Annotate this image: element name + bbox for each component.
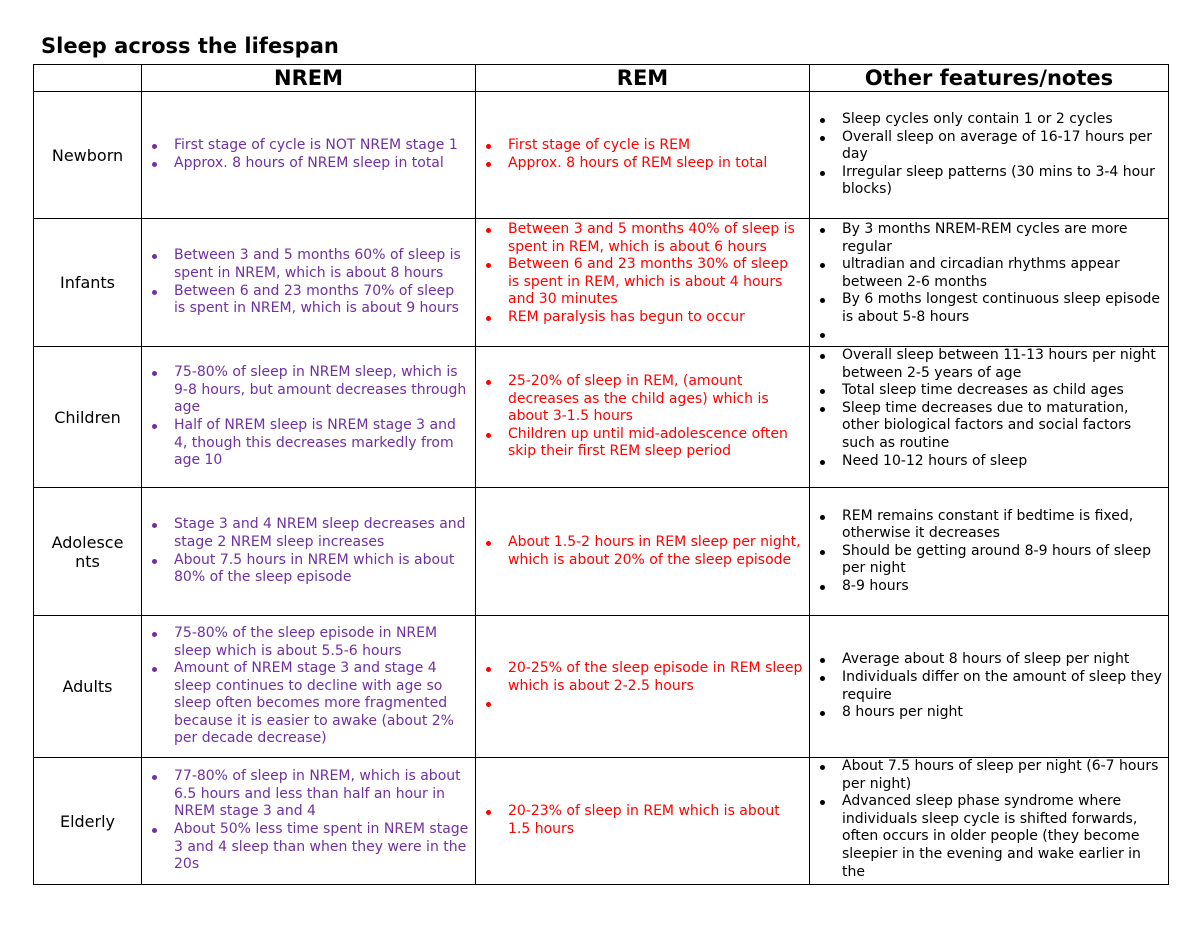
header-rem: REM xyxy=(476,65,810,92)
list-item: Overall sleep between 11-13 hours per night between 2-5 years of age xyxy=(842,347,1162,382)
cell-children-nrem xyxy=(142,347,476,488)
cell-newborn-notes xyxy=(810,92,1169,219)
cell-infants-rem xyxy=(476,219,810,347)
list-item: 77-80% of sleep in NREM, which is about 6.5 hours and less than half an hour in NREM stage 3 and 4 xyxy=(174,768,469,821)
table-row-infants xyxy=(34,219,1169,347)
list-item: Approx. 8 hours of REM sleep in total xyxy=(508,155,803,173)
list-item: First stage of cycle is NOT NREM stage 1 xyxy=(174,137,469,155)
list-item: Advanced sleep phase syndrome where individuals sleep cycle is shifted forwards, often occurs in older people (they become sleepier in the evening and wake earlier in the xyxy=(842,793,1162,880)
cell-adolescents-notes xyxy=(810,488,1169,616)
list-item: Average about 8 hours of sleep per night xyxy=(842,651,1162,669)
list-item: Stage 3 and 4 NREM sleep decreases and stage 2 NREM sleep increases xyxy=(174,516,469,551)
list-item: Total sleep time decreases as child ages xyxy=(842,382,1162,400)
cell-newborn-nrem xyxy=(142,92,476,219)
list-item: Between 3 and 5 months 60% of sleep is spent in NREM, which is about 8 hours xyxy=(174,247,469,282)
list-item: By 6 moths longest continuous sleep episode is about 5-8 hours xyxy=(842,291,1161,325)
header-row xyxy=(34,65,1169,92)
row-label-newborn: Newborn xyxy=(34,92,142,219)
cell-infants-notes xyxy=(810,219,1169,347)
lifespan-table xyxy=(33,64,1169,885)
list-item: By 3 months NREM-REM cycles are more regular xyxy=(842,221,1162,256)
list-item xyxy=(842,326,1162,344)
table-row-adults xyxy=(34,616,1169,758)
table-row-adolescents xyxy=(34,488,1169,616)
list-item: 20-23% of sleep in REM which is about 1.5 hours xyxy=(508,803,803,838)
header-corner xyxy=(34,65,142,92)
row-label-children: Children xyxy=(34,347,142,488)
list-item: 75-80% of the sleep episode in NREM sleep which is about 5.5-6 hours xyxy=(174,625,469,660)
list-item: Need 10-12 hours of sleep xyxy=(842,453,1162,471)
list-item: Overall sleep on average of 16-17 hours per day xyxy=(842,129,1162,164)
cell-adolescents-nrem xyxy=(142,488,476,616)
list-item: About 1.5-2 hours in REM sleep per night, which is about 20% of the sleep episode xyxy=(508,534,803,569)
list-item: About 50% less time spent in NREM stage 3 and 4 sleep than when they were in the 20s xyxy=(174,821,469,873)
list-item: Approx. 8 hours of NREM sleep in total xyxy=(174,155,469,173)
document-page xyxy=(33,32,1168,885)
table-row-children xyxy=(34,347,1169,488)
row-label-adults: Adults xyxy=(34,616,142,758)
list-item: 20-25% of the sleep episode in REM sleep which is about 2-2.5 hours xyxy=(508,660,803,694)
header-nrem: NREM xyxy=(142,65,476,92)
list-item: 25-20% of sleep in REM, (amount decreases as the child ages) which is about 3-1.5 hours xyxy=(508,373,803,426)
table-row-newborn xyxy=(34,92,1169,219)
cell-elderly-nrem xyxy=(142,758,476,885)
list-item: Between 6 and 23 months 70% of sleep is spent in NREM, which is about 9 hours xyxy=(174,283,469,318)
header-notes: Other features/notes xyxy=(810,65,1169,92)
cell-elderly-rem xyxy=(476,758,810,885)
cell-adults-notes xyxy=(810,616,1169,758)
list-item: 75-80% of sleep in NREM sleep, which is 9-8 hours, but amount decreases through age xyxy=(174,364,469,417)
row-label-line-2: nts xyxy=(75,551,100,571)
list-item: Amount of NREM stage 3 and stage 4 sleep continues to decline with age so sleep often becomes more fragmented because it is easier to awake (about 2% per decade decrease) xyxy=(174,660,469,748)
row-label-infants: Infants xyxy=(34,219,142,347)
cell-adolescents-rem xyxy=(476,488,810,616)
row-label-elderly: Elderly xyxy=(34,758,142,885)
row-label-line-1: Adolesce xyxy=(51,532,124,552)
list-item: Between 6 and 23 months 30% of sleep is spent in REM, which is about 4 hours and 30 minutes xyxy=(508,256,803,309)
list-item: About 7.5 hours in NREM which is about 80% of the sleep episode xyxy=(174,552,469,587)
list-item xyxy=(508,695,803,713)
list-item: First stage of cycle is REM xyxy=(508,137,803,155)
list-item: REM paralysis has begun to occur xyxy=(508,309,803,327)
cell-elderly-notes xyxy=(810,758,1169,885)
list-item: Sleep cycles only contain 1 or 2 cycles xyxy=(842,111,1162,129)
list-item: About 7.5 hours of sleep per night (6-7 hours per night) xyxy=(842,758,1162,793)
list-item: Between 3 and 5 months 40% of sleep is spent in REM, which is about 6 hours xyxy=(508,221,803,256)
cell-infants-nrem xyxy=(142,219,476,347)
cell-children-rem xyxy=(476,347,810,488)
list-item: Half of NREM sleep is NREM stage 3 and 4, though this decreases markedly from age 10 xyxy=(174,417,469,470)
row-label-adolescents xyxy=(34,488,142,616)
table-row-elderly xyxy=(34,758,1169,885)
cell-children-notes xyxy=(810,347,1169,488)
list-item: Irregular sleep patterns (30 mins to 3-4 hour blocks) xyxy=(842,164,1162,199)
list-item: 8 hours per night xyxy=(842,704,1162,722)
list-item: 8-9 hours xyxy=(842,578,1162,596)
cell-adults-nrem xyxy=(142,616,476,758)
list-item: Children up until mid-adolescence often skip their first REM sleep period xyxy=(508,426,803,461)
list-item: ultradian and circadian rhythms appear between 2-6 months xyxy=(842,256,1162,291)
cell-adults-rem xyxy=(476,616,810,758)
cell-newborn-rem xyxy=(476,92,810,219)
list-item: Should be getting around 8-9 hours of sleep per night xyxy=(842,543,1162,578)
list-item: REM remains constant if bedtime is fixed, otherwise it decreases xyxy=(842,508,1162,543)
list-item: Sleep time decreases due to maturation, other biological factors and social factors such as routine xyxy=(842,400,1162,453)
list-item: Individuals differ on the amount of sleep they require xyxy=(842,668,1162,703)
page-title: Sleep across the lifespan xyxy=(41,34,339,58)
